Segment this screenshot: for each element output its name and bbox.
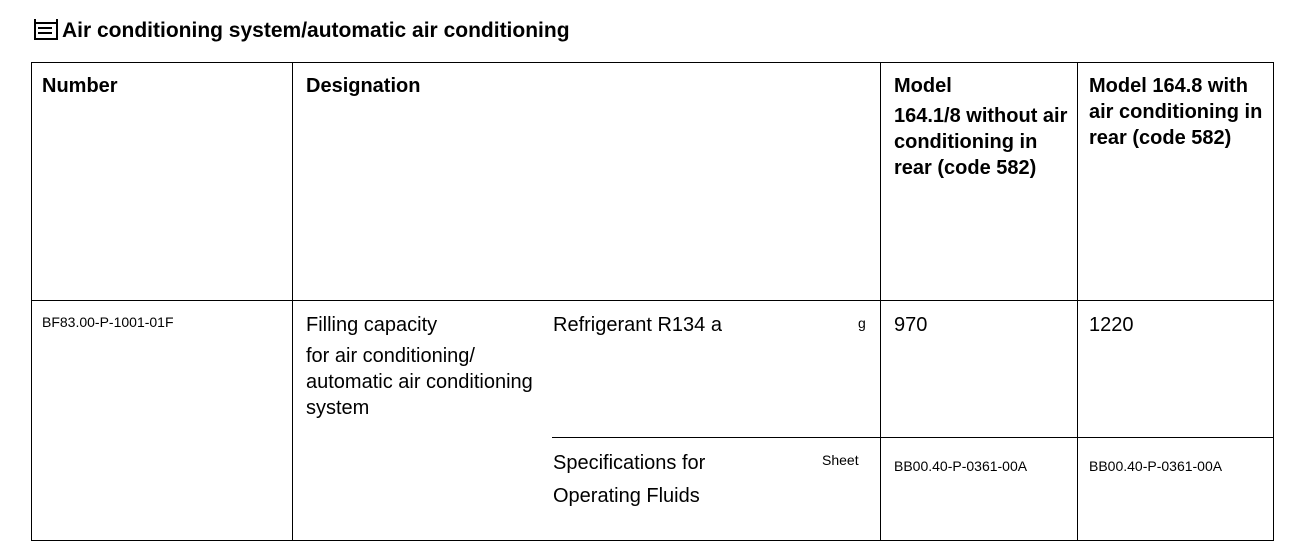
- title-text: Air conditioning system/automatic air conditioning: [62, 19, 570, 42]
- subrow-divider: [552, 437, 1273, 438]
- header-model-2: Model 164.8 with air conditioning in rear (code 582): [1089, 75, 1263, 149]
- header-model-1: [894, 73, 1072, 181]
- row-designation: [306, 311, 536, 421]
- designation-line-1: Filling capacity: [306, 314, 438, 336]
- header-divider: [32, 300, 1273, 301]
- header-number: Number: [42, 75, 118, 97]
- section-title: [33, 14, 570, 48]
- specifications-item: [553, 449, 705, 510]
- refrigerant-model-2: 1220: [1089, 314, 1134, 336]
- refrigerant-unit: g: [858, 315, 866, 331]
- specifications-unit: Sheet: [822, 452, 859, 468]
- designation-line-2: for air conditioning/ automatic air conditioning system: [306, 345, 533, 419]
- specifications-line-1: Specifications for: [553, 452, 706, 474]
- column-divider: [1077, 63, 1078, 540]
- refrigerant-item: Refrigerant R134 a: [553, 314, 722, 336]
- specification-table: [31, 62, 1274, 541]
- refrigerant-model-1: 970: [894, 314, 928, 336]
- column-divider: [880, 63, 881, 540]
- specifications-line-2: Operating Fluids: [553, 485, 700, 507]
- row-number: BF83.00-P-1001-01F: [42, 314, 174, 330]
- column-divider: [292, 63, 293, 540]
- header-model-1-label: Model: [894, 75, 952, 97]
- document-icon: [33, 17, 61, 41]
- specifications-model-1: BB00.40-P-0361-00A: [894, 458, 1028, 474]
- specifications-model-2: BB00.40-P-0361-00A: [1089, 458, 1223, 474]
- header-model-1-detail: 164.1/8 without air conditioning in rear (code 582): [894, 105, 1068, 179]
- header-designation: Designation: [306, 75, 421, 97]
